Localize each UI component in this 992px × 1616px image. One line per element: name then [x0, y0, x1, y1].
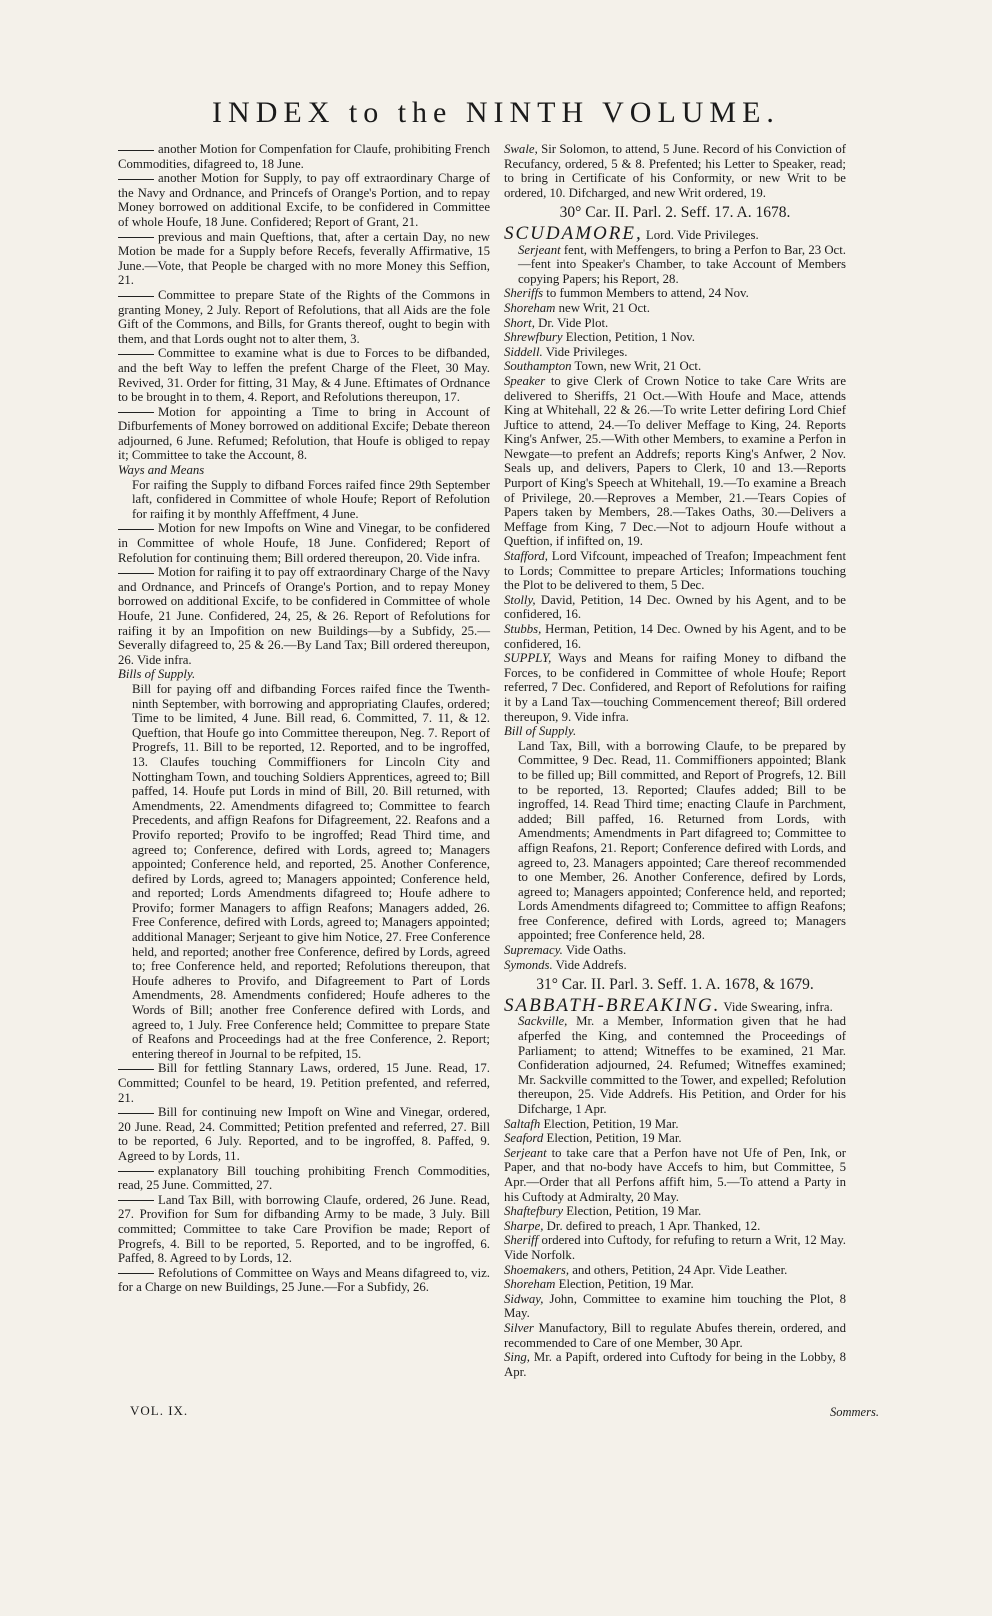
entry-term: Sheriffs — [504, 286, 544, 301]
index-entry — [118, 478, 490, 522]
session-heading: 31° Car. II. Parl. 3. Seff. 1. A. 1678, & 1679. — [536, 976, 814, 994]
entry-text: John, Committee to examine him touching the Plot, 8 May. — [504, 1291, 846, 1321]
entry-text: Manufactory, Bill to regulate Abufes therein, ordered, and recommended to Care of one Member, 30 Apr. — [504, 1320, 846, 1350]
entry-heading-word: SABBATH-BREAKING. — [504, 994, 721, 1016]
entry-term: Saltafh — [504, 1116, 541, 1131]
index-entry — [118, 142, 490, 171]
entry-term: Symonds. — [504, 957, 553, 972]
index-entry — [504, 1233, 846, 1262]
index-entry — [504, 222, 846, 244]
index-entry — [504, 345, 846, 360]
index-entry — [504, 1117, 846, 1132]
entry-text: Committee to prepare State of the Rights of the Commons in granting Money, 2 July. Report of Refolutions, that all Aids are the fole Gift of the Commons, and Bills, for Grants thereof, ought to begin with them, and that Lords ought not to alter them, 3. — [118, 287, 490, 346]
entry-term: Seaford — [504, 1131, 544, 1146]
entry-term: Sharpe, — [504, 1218, 544, 1233]
index-entry — [504, 1350, 846, 1379]
index-entry — [504, 330, 846, 345]
section-heading: Ways and Means — [118, 463, 205, 478]
entry-text: David, Petition, 14 Dec. Owned by his Agent, and to be confidered, 16. — [504, 592, 846, 622]
entry-text: Refolutions of Committee on Ways and Means difagreed to, viz. for a Charge on new Buildings, 25 June.—For a Subfidy, 26. — [118, 1265, 490, 1295]
index-entry — [504, 651, 846, 724]
index-entry — [118, 521, 490, 565]
index-entry — [504, 1014, 846, 1116]
entry-term: Shrewfbury — [504, 330, 563, 345]
entry-term: Serjeant — [504, 1145, 547, 1160]
entry-text: another Motion for Supply, to pay off extraordinary Charge of the Navy and Ordnance, and Princefs of Orange's Portion, and to repay Money borrowed on additional Excife, to be confidered in Committee of whole Houfe, 18 June. Confidered; Report of Grant, 21. — [118, 171, 490, 229]
entry-text: Town, new Writ, 21 Oct. — [571, 359, 702, 374]
ditto-rule — [118, 1069, 154, 1070]
index-entry — [504, 622, 846, 651]
ditto-rule — [118, 1200, 154, 1201]
entry-text: Motion for appointing a Time to bring in Account of Difburfements of Money borrowed on additional Excife; Debate thereon adjourned, 6 June. Refumed; Refolution, that Houfe is obliged to repay it; Committee to take the Account, 8. — [118, 404, 490, 463]
entry-text: Sir Solomon, to attend, 5 June. Record of his Conviction of Recufancy, ordered, 5 & 8. Prefented; his Letter to Speaker, read; to bring in Certificate of his Conformity, or new Writ to be ordered, 10. Difcharged, and new Writ ordered, 19. — [504, 142, 846, 200]
index-entry — [504, 1146, 846, 1204]
volume-footer: VOL. IX. — [130, 1403, 189, 1418]
entry-text: Committee to examine what is due to Forces to be difbanded, and the beft Way to leffen the prefent Charge of the Fleet, 30 May. Revived, 31. Order for fitting, 31 May, & 4 June. Eftimates of Ordnance to be brought in to them, 4. Report, and Refolutions thereupon, 17. — [118, 346, 490, 405]
entry-text: Motion for new Impofts on Wine and Vinegar, to be confidered in Committee of whole Houfe, 18 June. Confidered; Report of Refolution for continuing them; Bill ordered thereupon, 20. Vide infra. — [118, 521, 490, 565]
entry-term: Sackville, — [518, 1014, 568, 1029]
entry-text: new Writ, 21 Oct. — [555, 300, 650, 315]
entry-term: Sing, — [504, 1350, 530, 1365]
entry-term: Stafford, — [504, 549, 548, 564]
entry-text: Election, Petition, 1 Nov. — [562, 330, 695, 345]
entry-term: Swale, — [504, 142, 538, 156]
index-entry — [504, 142, 846, 200]
entry-text: Herman, Petition, 14 Dec. Owned by his Agent, and to be confidered, 16. — [504, 622, 846, 651]
entry-text: Lord. Vide Privileges. — [642, 227, 759, 242]
entry-term: Silver — [504, 1320, 534, 1335]
entry-text: Mr. a Member, Information given that he had afperfed the King, and contemned the Proceedings of Parliament; to attend; Witneffes to be examined, 21 Mar. Confideration adjourned, 24. Refumed; Witneffes examined; Mr. Sackville committed to the Tower, and expelled; Refolution thereupon, 25. Vide Addrefs. His Petition, and Order for his Difcharge, 1 Apr. — [518, 1014, 846, 1116]
index-entry — [118, 171, 490, 229]
entry-term: Shoemakers, — [504, 1262, 570, 1277]
entry-text: ordered into Cuftody, for refufing to return a Writ, 12 May. Vide Norfolk. — [504, 1233, 846, 1262]
entry-text: Land Tax Bill, with borrowing Claufe, ordered, 26 June. Read, 27. Provifion for Sum for difbanding Army to be made, 3 July. Bill committed; Committee to take Care Provifion be made; Report of Progrefs, 4. Bill to be reported, 5. Reported, and to be ingroffed, 6. Paffed, 8. Agreed to by Lords, 12. — [118, 1192, 490, 1266]
index-entry — [118, 346, 490, 404]
entry-text: Vide Privileges. — [542, 344, 628, 359]
index-entry — [504, 1204, 846, 1219]
entry-term: SUPPLY, — [504, 651, 552, 666]
index-entry — [118, 682, 490, 1061]
entry-term: Shoreham — [504, 300, 556, 315]
entry-text: Bill for continuing new Impoft on Wine and Vinegar, ordered, 20 June. Read, 24. Committed; Petition prefented and referred, 27. Bill to be reported, 6 July. Reported, and to be ingroffed, 8. Paffed, 9. Agreed to by Lords, 11. — [118, 1105, 490, 1163]
entry-text: Vide Oaths. — [562, 943, 627, 958]
entry-text: Dr. Vide Plot. — [534, 315, 609, 330]
index-entry — [504, 958, 846, 973]
section-heading: Bill of Supply. — [504, 724, 577, 739]
entry-text: Motion for raifing it to pay off extraordinary Charge of the Navy and Ordnance, and Princefs of Orange's Portion, and to repay Money borrowed on additional Excife, to be confidered in Committee of whole Houfe, 21 June. Confidered, 24, 25, & 26. Report of Refolutions for raifing it by an Impofition on new Buildings—by a Subfidy, 25.—Severally difagreed to, 25 & 26.—By Land Tax; Bill ordered thereupon, 26. Vide infra. — [118, 565, 490, 667]
index-entry — [118, 1105, 490, 1163]
entry-text: Bill for fettling Stannary Laws, ordered, 15 June. Read, 17. Committed; Counfel to be heard, 19. Petition prefented, and referred, 21. — [118, 1061, 490, 1105]
index-entry — [118, 405, 490, 463]
entry-text: Vide Addrefs. — [552, 957, 627, 972]
entry-term: Sheriff — [504, 1233, 539, 1248]
entry-term: Short, — [504, 315, 535, 330]
ditto-rule — [118, 237, 154, 238]
entry-term: Siddell. — [504, 344, 543, 359]
entry-term: Stubbs, — [504, 622, 542, 636]
index-entry — [504, 301, 846, 316]
entry-term: Sidway, — [504, 1291, 544, 1306]
index-entry — [504, 374, 846, 549]
index-entry — [118, 1061, 490, 1105]
ditto-rule — [118, 573, 154, 574]
ditto-rule — [118, 412, 154, 413]
index-entry — [504, 549, 846, 593]
session-heading: 30° Car. II. Parl. 2. Seff. 17. A. 1678. — [559, 204, 791, 222]
entry-text: Election, Petition, 19 Mar. — [540, 1116, 679, 1131]
section-heading: Bills of Supply. — [118, 667, 196, 682]
entry-term: Shoreham — [504, 1277, 556, 1292]
index-entry — [118, 1193, 490, 1266]
entry-text: another Motion for Compenfation for Claufe, prohibiting French Commodities, difagreed to, 18 June. — [118, 142, 490, 171]
index-entry — [118, 1164, 490, 1193]
index-entry — [504, 994, 846, 1016]
index-entry — [504, 1131, 846, 1146]
entry-text: Bill for paying off and difbanding Forces raifed fince the Twenth-ninth September, with borrowing and appropriating Claufes, ordered; Time to be limited, 4 June. Bill read, 6. Committed, 7. 11, & 12. Queftion, that Houfe go into Committee thereupon, Neg. 7. Report of Progrefs, 11. Bill to be reported, 12. Reported, and to be ingroffed, 13. Claufes touching Commiffioners for Lincoln City and Nottingham Town, and touching Soldiers Apprentices, agreed to; Bill paffed, 14. Houfe put Lords in mind of Bill, 20. Bill returned, with Amendments, 22. Amendments difagreed to; Committee to fearch Precedents, and affign Reafons for Difagreement, 22. Reafons and a Provifo reported; Provifo to be ingroffed; Read Third time, and agreed to; Conference, defired with Lords, agreed to; Managers appointed; Conference held, and reported, 25. Another Conference, defired by Lords, agreed to; Managers appointed; Conference held, and reported; Lords Amendments difagreed to; Houfe adhere to Provifo; former Managers to affign Reafons; Managers added, 26. Free Conference, defired with Lords, agreed to; Managers appointed; additional Manager; Serjeant to give him Notice, 27. Free Conference held, and reported; another free Conference, defired by Lords, agreed to; free Conference held, and reported; Refolutions thereupon, that Houfe adheres to Provifo, and Difagreement to Part of Lords Amendments, 28. Amendments confidered; Houfe adheres to the Words of Bill; another free Conference defired with Lords, and agreed to, 1 July. Free Conference held; Committee to prepare State of Reafons and Proceedings had at the free Conference, 2. Report; entering thereof in Journal to be refpited, 15. — [132, 681, 490, 1061]
index-entry — [118, 1266, 490, 1295]
ditto-rule — [118, 1273, 154, 1274]
index-entry — [504, 1219, 846, 1234]
ditto-rule — [118, 296, 154, 297]
entry-text: Dr. defired to preach, 1 Apr. Thanked, 12. — [543, 1218, 761, 1233]
entry-text: Election, Petition, 19 Mar. — [555, 1277, 694, 1292]
entry-term: Speaker — [504, 373, 546, 388]
ditto-rule — [118, 1171, 154, 1172]
index-entry — [504, 1263, 846, 1278]
catchword: Sommers. — [830, 1405, 879, 1419]
left-column — [118, 142, 490, 1295]
right-column — [504, 142, 846, 1379]
page-title: INDEX to the NINTH VOLUME. — [212, 96, 780, 129]
entry-text: fent, with Meffengers, to bring a Perfon to Bar, 23 Oct.—fent into Speaker's Chamber, to take Account of Members copying Papers; his Report, 28. — [518, 242, 846, 286]
ditto-rule — [118, 529, 154, 530]
index-entry — [118, 230, 490, 288]
entry-text: For raifing the Supply to difband Forces raifed fince 29th September laft, confidered in Committee of whole Houfe; Report of Refolution for raifing it by monthly Affeffment, 4 June. — [132, 477, 490, 521]
entry-text: Election, Petition, 19 Mar. — [563, 1204, 702, 1219]
index-entry — [504, 1277, 846, 1292]
entry-text: Mr. a Papift, ordered into Cuftody for being in the Lobby, 8 Apr. — [504, 1350, 846, 1379]
entry-text: to give Clerk of Crown Notice to take Care Writs are delivered to Sheriffs, 21 Oct.—With Houfe and Mace, attends King at Whitehall, 22 & 26.—To write Letter defiring Lord Chief Juftice to attend, 24.—To deliver Meffage to King, 24. Reports King's Anfwer, 25.—With other Members, to examine a Perfon in Newgate—to prefent an Addrefs; reports King's Anfwer, 2 Nov. Seals up, and delivers, Papers to Clerk, 10 and 13.—Reports Purport of King's Speech at Whitehall, 19.—To examine a Breach of Privilege, 20.—Reproves a Member, 21.—Tears Copies of Papers taken by Members, 28.—Takes Oaths, 30.—Delivers a Meffage from King, 7 Dec.—Not to adjourn Houfe without a Queftion, if infifted on, 19. — [504, 373, 846, 549]
index-entry — [504, 739, 846, 943]
entry-text: to fummon Members to attend, 24 Nov. — [543, 286, 749, 301]
entry-term: Serjeant — [518, 242, 561, 257]
entry-text: Ways and Means for raifing Money to difband the Forces, to be confidered in Committee of whole Houfe; Report referred, 7 Dec. Confidered, and Report of Refolutions for raifing it by a Land Tax—touching Commencement thereof; Bill ordered thereupon, 9. Vide infra. — [504, 651, 846, 724]
ditto-rule — [118, 1113, 154, 1114]
entry-text: Election, Petition, 19 Mar. — [543, 1131, 682, 1146]
index-entry — [504, 1321, 846, 1350]
ditto-rule — [118, 179, 154, 180]
index-entry — [504, 943, 846, 958]
entry-heading-word: SCUDAMORE, — [504, 222, 643, 244]
ditto-rule — [118, 354, 154, 355]
entry-text: Lord Vifcount, impeached of Treafon; Impeachment fent to Lords; Committee to prepare Articles; Informations touching the Plot to be delivered to them, 5 Dec. — [504, 549, 846, 593]
ditto-rule — [118, 150, 154, 151]
index-entry — [504, 359, 846, 374]
index-entry — [504, 593, 846, 622]
index-entry — [118, 565, 490, 667]
entry-term: Stolly, — [504, 592, 536, 607]
entry-term: Shaftefbury — [504, 1204, 563, 1219]
index-entry — [504, 316, 846, 331]
entry-term: Southampton — [504, 359, 572, 374]
index-entry — [504, 243, 846, 287]
entry-text: Land Tax, Bill, with a borrowing Claufe, to be prepared by Committee, 9 Dec. Read, 11. Commiffioners appointed; Blank to be filled up; Bill committed, and Report of Progrefs, 12. Bill to be reported, 13. Reported; Claufes added; Bill to be ingroffed, 14. Read Third time; enacting Claufe in Parchment, added; Bill paffed, 16. Returned from Lords, with Amendments; Amendments in Part difagreed to; Committee to affign Reafons, 21. Report; Conference defired with Lords, and agreed to, 23. Managers appointed; Care thereof recommended to one Member, 26. Another Conference, defired by Lords, agreed to; Managers appointed; Conference held, and reported; Lords Amendments difagreed to; Committee to affign Reafons; free Conference, defired with Lords, agreed to; Managers appointed; free Conference held, 28. — [518, 738, 846, 943]
entry-text: and others, Petition, 24 Apr. Vide Leather. — [569, 1262, 788, 1277]
entry-text: Vide Swearing, infra. — [720, 999, 833, 1014]
entry-text: to take care that a Perfon have not Ufe of Pen, Ink, or Paper, and that no-body have Accefs to him, but Committee, 5 Apr.—Order that all Perfons affift him, 5.—To attend a Party in his Cuftody at Admiralty, 20 May. — [504, 1145, 846, 1204]
index-entry — [504, 1292, 846, 1321]
entry-text: explanatory Bill touching prohibiting French Commodities, read, 25 June. Committed, 27. — [118, 1163, 490, 1193]
index-entry — [118, 288, 490, 346]
entry-term: Supremacy. — [504, 943, 563, 958]
entry-text: previous and main Queftions, that, after a certain Day, no new Motion be made for a Supply before Recefs, feverally Affirmative, 15 June.—Vote, that People be charged with no more Money this Seffion, 21. — [118, 229, 490, 288]
index-entry — [504, 286, 846, 301]
